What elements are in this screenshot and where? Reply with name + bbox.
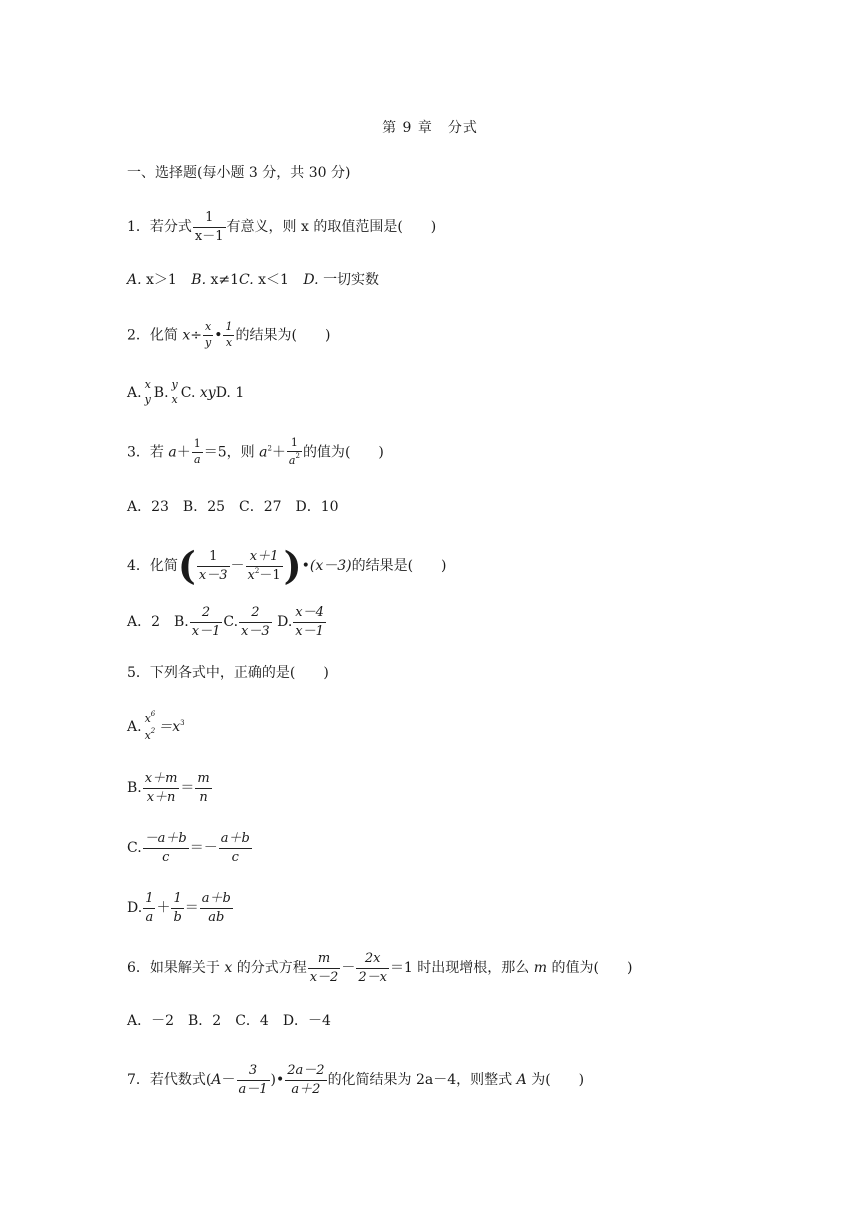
q5-b-label: B. bbox=[127, 780, 142, 797]
q5-d-eq: ＝ bbox=[184, 900, 199, 917]
q6-options: A．－2 B．2 C．4 D．－4 bbox=[127, 1013, 331, 1029]
q7-fraction-2 bbox=[285, 1062, 326, 1098]
q4-stem-post: 的结果是 bbox=[351, 558, 408, 574]
q4-option-c-label: C. bbox=[223, 614, 239, 631]
q4-option-d-fraction bbox=[293, 604, 326, 640]
q5-d-num2: 1 bbox=[171, 890, 183, 909]
q5-d-den1: a bbox=[145, 909, 154, 925]
q3-a2: a bbox=[259, 444, 268, 461]
q2-stem-pre: 2．化简 bbox=[127, 327, 183, 344]
q2-a-den: y bbox=[144, 392, 151, 406]
q5-c-num: －a＋b bbox=[143, 830, 189, 849]
q1-option-b-label: B. bbox=[191, 272, 207, 288]
q2-f2-den: x bbox=[225, 335, 233, 349]
q4-f1-den: x－3 bbox=[198, 567, 228, 583]
q2-f1-num: x bbox=[203, 320, 213, 336]
q1-option-b-value: x≠1 bbox=[210, 272, 240, 288]
q7-A: A bbox=[211, 1072, 222, 1089]
q5-b-rnum: m bbox=[195, 770, 211, 789]
q4-b-den: x－1 bbox=[191, 623, 221, 639]
q4-option-d-label: D. bbox=[277, 614, 293, 631]
q2-paren: ( ) bbox=[291, 327, 331, 344]
question-2 bbox=[127, 320, 330, 351]
q6-stem-post: ＝1 时出现增根，那么 bbox=[389, 960, 534, 977]
q6-f1-den: x－2 bbox=[309, 969, 339, 985]
q4-f1-num: 1 bbox=[197, 548, 230, 567]
q2-dot: • bbox=[214, 327, 223, 344]
q4-f2-den-rest: －1 bbox=[259, 567, 281, 583]
q2-option-c-label: C. bbox=[180, 384, 196, 401]
q4-f2-num: x＋1 bbox=[246, 548, 283, 567]
q4-d-den: x－1 bbox=[295, 623, 324, 639]
q7-rparen: ) bbox=[270, 1072, 276, 1089]
q2-option-b-fraction bbox=[170, 378, 180, 408]
q2-option-a-label: A. bbox=[127, 384, 142, 401]
q2-option-d-label: D. bbox=[215, 384, 231, 401]
q5-c-eq: ＝－ bbox=[189, 840, 218, 857]
q5-option-b bbox=[127, 770, 213, 806]
q7-f2-num: 2a－2 bbox=[285, 1062, 326, 1081]
question-1 bbox=[127, 209, 436, 245]
q2-a-num: x bbox=[144, 378, 151, 391]
q2-option-c-value: xy bbox=[199, 384, 216, 401]
q1-option-a-value: x＞1 bbox=[146, 272, 177, 288]
q1-frac-den: x－1 bbox=[194, 228, 224, 244]
q4-option-b-fraction bbox=[190, 604, 223, 640]
q4-dot: • bbox=[301, 558, 310, 574]
q3-f2-den: a bbox=[288, 453, 296, 467]
q1-option-d-value: 一切实数 bbox=[323, 272, 380, 288]
q5-c-rnum: a＋b bbox=[219, 830, 252, 849]
q5-c-fraction bbox=[143, 830, 189, 866]
q5-paren: ( ) bbox=[289, 665, 329, 681]
q7-paren: ( ) bbox=[545, 1072, 585, 1089]
q5-b-num: x＋m bbox=[143, 770, 180, 789]
q1-stem-pre: 1．若分式 bbox=[127, 219, 192, 236]
q3-stem-pre: 3．若 bbox=[127, 444, 169, 461]
q4-c-num: 2 bbox=[239, 604, 272, 623]
q1-options bbox=[127, 273, 379, 287]
q3-stem-post: 的值为 bbox=[302, 444, 345, 461]
q5-d-rnum: a＋b bbox=[200, 890, 233, 909]
q1-frac-num: 1 bbox=[193, 209, 226, 228]
q2-option-a-fraction bbox=[143, 378, 153, 408]
q6-fraction-1 bbox=[308, 950, 341, 986]
q5-d-result bbox=[200, 890, 233, 926]
q1-option-d-label: D. bbox=[303, 272, 319, 288]
q4-d-num: x－4 bbox=[293, 604, 326, 623]
q7-stem-post: 的化简结果为 2a－4，则整式 bbox=[327, 1072, 517, 1089]
question-6 bbox=[127, 950, 632, 986]
q4-c-den: x－3 bbox=[241, 623, 270, 639]
q2-option-b-label: B. bbox=[153, 384, 169, 401]
q3-f2-square: 2 bbox=[295, 451, 300, 460]
q4-minus: － bbox=[230, 558, 245, 574]
q6-paren: ( ) bbox=[593, 960, 633, 977]
q4-f2-square: 2 bbox=[254, 566, 260, 575]
q5-b-rden: n bbox=[199, 789, 208, 805]
q7-f2-den: a＋2 bbox=[291, 1081, 321, 1097]
q6-minus: － bbox=[341, 960, 356, 977]
q2-fraction-1 bbox=[203, 320, 213, 351]
q7-stem-end: 为 bbox=[526, 1072, 546, 1089]
q1-paren: ( ) bbox=[397, 219, 437, 236]
q2-x: x bbox=[182, 327, 191, 344]
question-5 bbox=[127, 666, 329, 680]
q2-b-den: x bbox=[171, 392, 178, 406]
q7-f1-den: a－1 bbox=[238, 1081, 268, 1097]
question-7 bbox=[127, 1062, 584, 1098]
q5-stem: 5．下列各式中，正确的是 bbox=[127, 665, 290, 681]
q5-a-num: x bbox=[144, 712, 151, 725]
q2-fraction-2 bbox=[223, 320, 234, 351]
section-heading: 一、选择题(每小题 3 分，共 30 分) bbox=[127, 165, 351, 181]
q3-a: a bbox=[168, 444, 177, 461]
q2-option-d-value: 1 bbox=[235, 384, 245, 401]
chapter-title: 第 9 章 分式 bbox=[382, 120, 478, 136]
q1-option-a-label: A. bbox=[127, 272, 142, 288]
q2-stem-post: 的结果为 bbox=[235, 327, 292, 344]
q5-d-rden: ab bbox=[208, 909, 225, 925]
q2-f2-num: 1 bbox=[223, 320, 234, 336]
q5-a-den: x bbox=[144, 728, 151, 742]
q5-d-num1: 1 bbox=[143, 890, 155, 909]
q5-b-den: x＋n bbox=[146, 789, 176, 805]
q3-plus: ＋ bbox=[176, 444, 191, 461]
q5-c-den: c bbox=[162, 849, 170, 865]
q5-option-c bbox=[127, 830, 253, 866]
q3-f1-num: 1 bbox=[192, 437, 203, 453]
q4-stem-pre: 4．化简 bbox=[127, 558, 178, 574]
q6-stem-end: 的值为 bbox=[547, 960, 594, 977]
q4-f2-den: x bbox=[247, 567, 255, 583]
q5-d-label: D. bbox=[127, 900, 143, 917]
q5-option-a bbox=[127, 710, 185, 744]
q3-options: A．23 B．25 C．27 D．10 bbox=[127, 499, 339, 515]
q6-f2-den: 2－x bbox=[358, 969, 387, 985]
question-3 bbox=[127, 436, 384, 469]
q5-a-eq: ＝x bbox=[158, 718, 181, 735]
q4-option-c-fraction bbox=[239, 604, 272, 640]
q6-mid: 的分式方程 bbox=[232, 960, 307, 977]
q5-d-plus: ＋ bbox=[156, 900, 171, 917]
q6-stem-pre: 6．如果解关于 bbox=[127, 960, 225, 977]
q4-b-num: 2 bbox=[190, 604, 223, 623]
q2-f1-den: y bbox=[205, 335, 212, 349]
q5-a-eq-exp: 3 bbox=[180, 718, 185, 727]
q7-dot: • bbox=[276, 1072, 285, 1089]
q4-paren: ( ) bbox=[407, 558, 447, 574]
q5-d-fraction-2 bbox=[171, 890, 183, 926]
q6-f1-num: m bbox=[308, 950, 341, 969]
q4-option-a: A．2 B. bbox=[127, 614, 189, 631]
q5-c-label: C. bbox=[127, 840, 142, 857]
q6-f2-num: 2x bbox=[356, 950, 389, 969]
q7-A2: A bbox=[516, 1072, 527, 1089]
q2-b-num: y bbox=[171, 378, 178, 391]
q5-c-rden: c bbox=[231, 849, 239, 865]
q5-a-label: A. bbox=[127, 718, 142, 735]
q5-c-result bbox=[219, 830, 252, 866]
q3-f2-num: 1 bbox=[287, 436, 302, 452]
q5-b-eq: ＝ bbox=[180, 780, 195, 797]
q4-options bbox=[127, 604, 327, 640]
q6-x: x bbox=[224, 960, 233, 977]
q5-b-fraction bbox=[143, 770, 180, 806]
q5-option-d bbox=[127, 890, 234, 926]
q4-fraction-2 bbox=[246, 548, 283, 584]
q2-options bbox=[127, 378, 244, 408]
q3-fraction-1 bbox=[192, 437, 203, 468]
q5-a-fraction bbox=[143, 710, 158, 744]
q4-right-bracket: ) bbox=[283, 543, 302, 588]
q3-square: 2 bbox=[267, 444, 272, 453]
q7-f1-num: 3 bbox=[237, 1062, 270, 1081]
q4-left-bracket: ( bbox=[177, 543, 196, 588]
q7-fraction-1 bbox=[237, 1062, 270, 1098]
q7-stem-pre: 7．若代数式( bbox=[127, 1072, 212, 1089]
q3-plus2: ＋ bbox=[271, 444, 286, 461]
q1-option-c-value: x＜1 bbox=[258, 272, 289, 288]
q7-minus: － bbox=[221, 1072, 236, 1089]
question-4 bbox=[127, 543, 447, 588]
q6-m: m bbox=[533, 960, 548, 977]
q4-fraction-1 bbox=[197, 548, 230, 584]
q1-stem-post: 有意义，则 x 的取值范围是 bbox=[226, 219, 398, 236]
q2-div: ÷ bbox=[190, 327, 202, 344]
q4-mid: (x－3) bbox=[309, 558, 352, 574]
q5-b-result bbox=[195, 770, 211, 806]
q1-fraction bbox=[193, 209, 226, 245]
q5-a-den-exp: 2 bbox=[150, 726, 156, 735]
q3-fraction-2 bbox=[287, 436, 302, 469]
q6-fraction-2 bbox=[356, 950, 389, 986]
q5-d-den2: b bbox=[173, 909, 182, 925]
q5-a-num-exp: 6 bbox=[150, 710, 156, 718]
q3-f1-den: a bbox=[193, 452, 201, 466]
q5-d-fraction-1 bbox=[143, 890, 155, 926]
q1-option-c-label: C. bbox=[239, 272, 254, 288]
q3-eq: ＝5，则 bbox=[203, 444, 260, 461]
q3-paren: ( ) bbox=[344, 444, 384, 461]
